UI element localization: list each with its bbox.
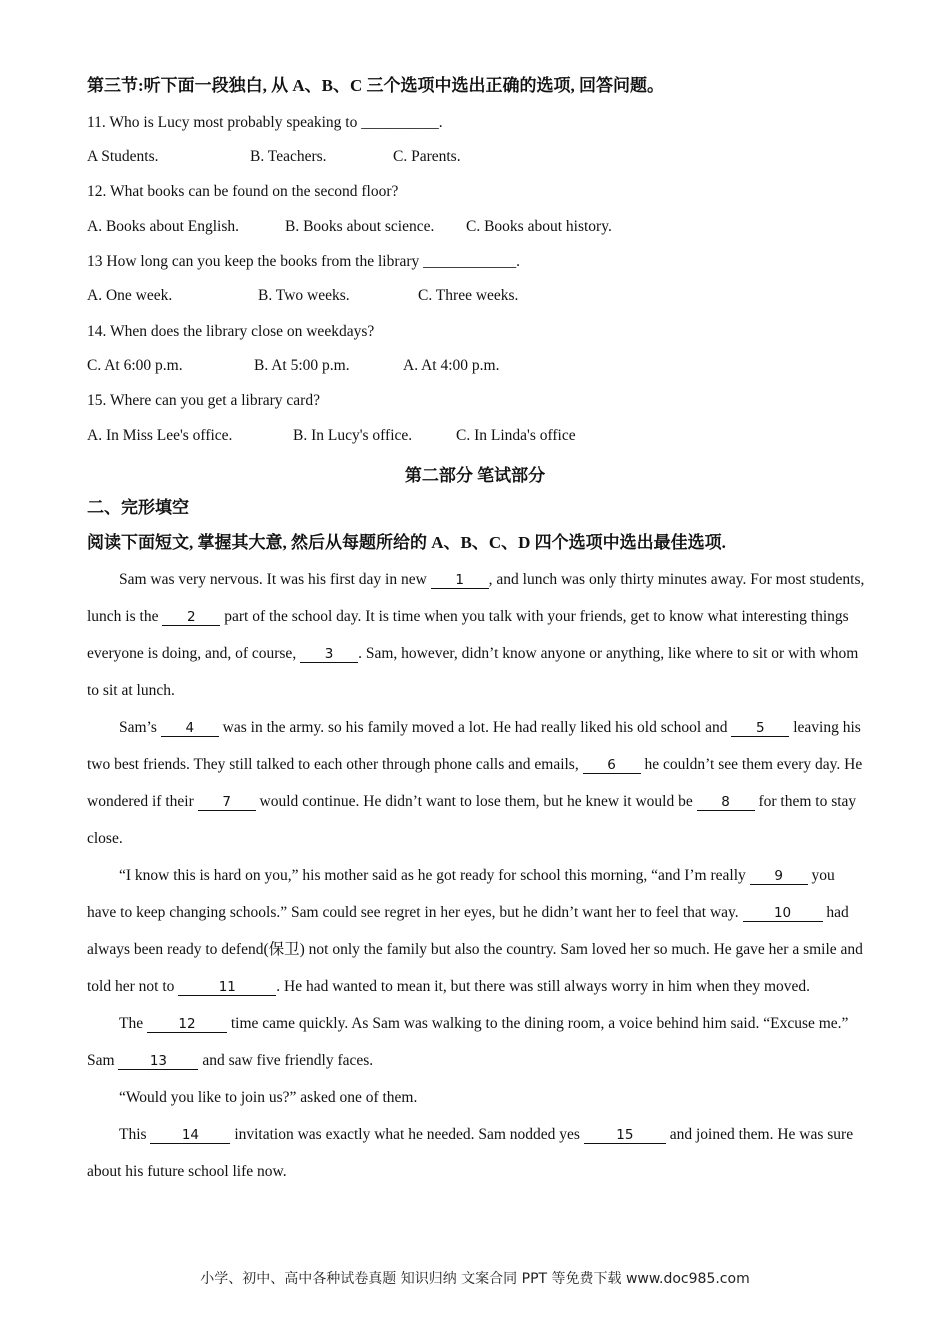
question-14: 14. When does the library close on weekdays? — [87, 323, 375, 340]
blank-6: 6 — [583, 757, 641, 774]
question-13: 13 How long can you keep the books from the library ____________. — [87, 253, 521, 270]
blank-8: 8 — [697, 794, 755, 811]
blank-15: 15 — [584, 1127, 666, 1144]
blank-2: 2 — [162, 609, 220, 626]
option: C. Books about history. — [466, 218, 612, 235]
blank-7: 7 — [198, 794, 256, 811]
blank-3: 3 — [300, 646, 358, 663]
question-11: 11. Who is Lucy most probably speaking to __________. — [87, 114, 443, 131]
blank-1: 1 — [431, 572, 489, 589]
blank-10: 10 — [743, 905, 823, 922]
option: A. Books about English. — [87, 218, 239, 235]
option: A. At 4:00 p.m. — [403, 357, 500, 374]
blank-13: 13 — [118, 1053, 198, 1070]
options-13 — [87, 286, 518, 306]
footer-text: 小学、初中、高中各种试卷真题 知识归纳 文案合同 PPT 等免费下载 www.doc985.com — [200, 1271, 750, 1287]
paragraph-1: Sam was very nervous. It was his first day in new 1 , and lunch was only thirty minutes away. For most students, lunch is the 2 part of the school day. It is time when you talk with your friends, get to know what interesting things everyone is doing, and, of course, 3 . Sam, however, didn’t know anyone or anything, like where to sit or with whom to sit at lunch. — [87, 571, 865, 699]
cloze-passage — [87, 561, 867, 1190]
part2-title: 第二部分 笔试部分 — [404, 466, 546, 485]
option: B. In Lucy's office. — [293, 427, 413, 444]
option: C. At 6:00 p.m. — [87, 357, 183, 374]
cloze-section-title: 二、完形填空 — [87, 498, 189, 517]
option: A Students. — [87, 148, 159, 165]
options-15 — [87, 426, 576, 446]
option: C. In Linda's office — [456, 427, 576, 444]
option: B. Teachers. — [250, 148, 327, 165]
options-14 — [87, 356, 499, 376]
blank-11: 11 — [178, 979, 276, 996]
option: C. Three weeks. — [418, 287, 519, 304]
options-12 — [87, 217, 612, 237]
blank-9: 9 — [750, 868, 808, 885]
blank-14: 14 — [150, 1127, 230, 1144]
blank-5: 5 — [731, 720, 789, 737]
blank-4: 4 — [161, 720, 219, 737]
option: A. In Miss Lee's office. — [87, 427, 233, 444]
cloze-instruction: 阅读下面短文, 掌握其大意, 然后从每题所给的 A、B、C、D 四个选项中选出最佳选项. — [87, 533, 726, 552]
section3-heading: 第三节:听下面一段独白, 从 A、B、C 三个选项中选出正确的选项, 回答问题。 — [87, 76, 665, 95]
question-12: 12. What books can be found on the second floor? — [87, 183, 399, 200]
option: C. Parents. — [393, 148, 461, 165]
question-15: 15. Where can you get a library card? — [87, 392, 320, 409]
paragraph-6: This 14 invitation was exactly what he needed. Sam nodded yes 15 and joined them. He was sure about his future school life now. — [87, 1126, 854, 1180]
options-11 — [87, 147, 461, 167]
paragraph-2: Sam’s 4 was in the army. so his family moved a lot. He had really liked his old school and 5 leaving his two best friends. They still talked to each other through phone calls and emails, 6 he couldn’t see them every day. He wondered if their 7 would continue. He didn’t want to lose them, but he knew it would be 8 for them to stay close. — [87, 719, 863, 847]
option: B. Two weeks. — [258, 287, 350, 304]
paragraph-4: The 12 time came quickly. As Sam was walking to the dining room, a voice behind him said. “Excuse me.” Sam 13 and saw five friendly faces. — [87, 1015, 849, 1069]
option: B. At 5:00 p.m. — [254, 357, 350, 374]
option: B. Books about science. — [285, 218, 435, 235]
option: A. One week. — [87, 287, 173, 304]
paragraph-3: “I know this is hard on you,” his mother said as he got ready for school this morning, “and I’m really 9 you have to keep changing schools.” Sam could see regret in her eyes, but he didn’t want her to feel that way. 10 had always been ready to defend(保卫) not only the family but also the country. Sam loved her so much. He gave her a smile and told her not to 11 . He had wanted to mean it, but there was still always worry in him when they moved. — [87, 867, 863, 995]
blank-12: 12 — [147, 1016, 227, 1033]
paragraph-5: “Would you like to join us?” asked one of them. — [119, 1089, 418, 1106]
